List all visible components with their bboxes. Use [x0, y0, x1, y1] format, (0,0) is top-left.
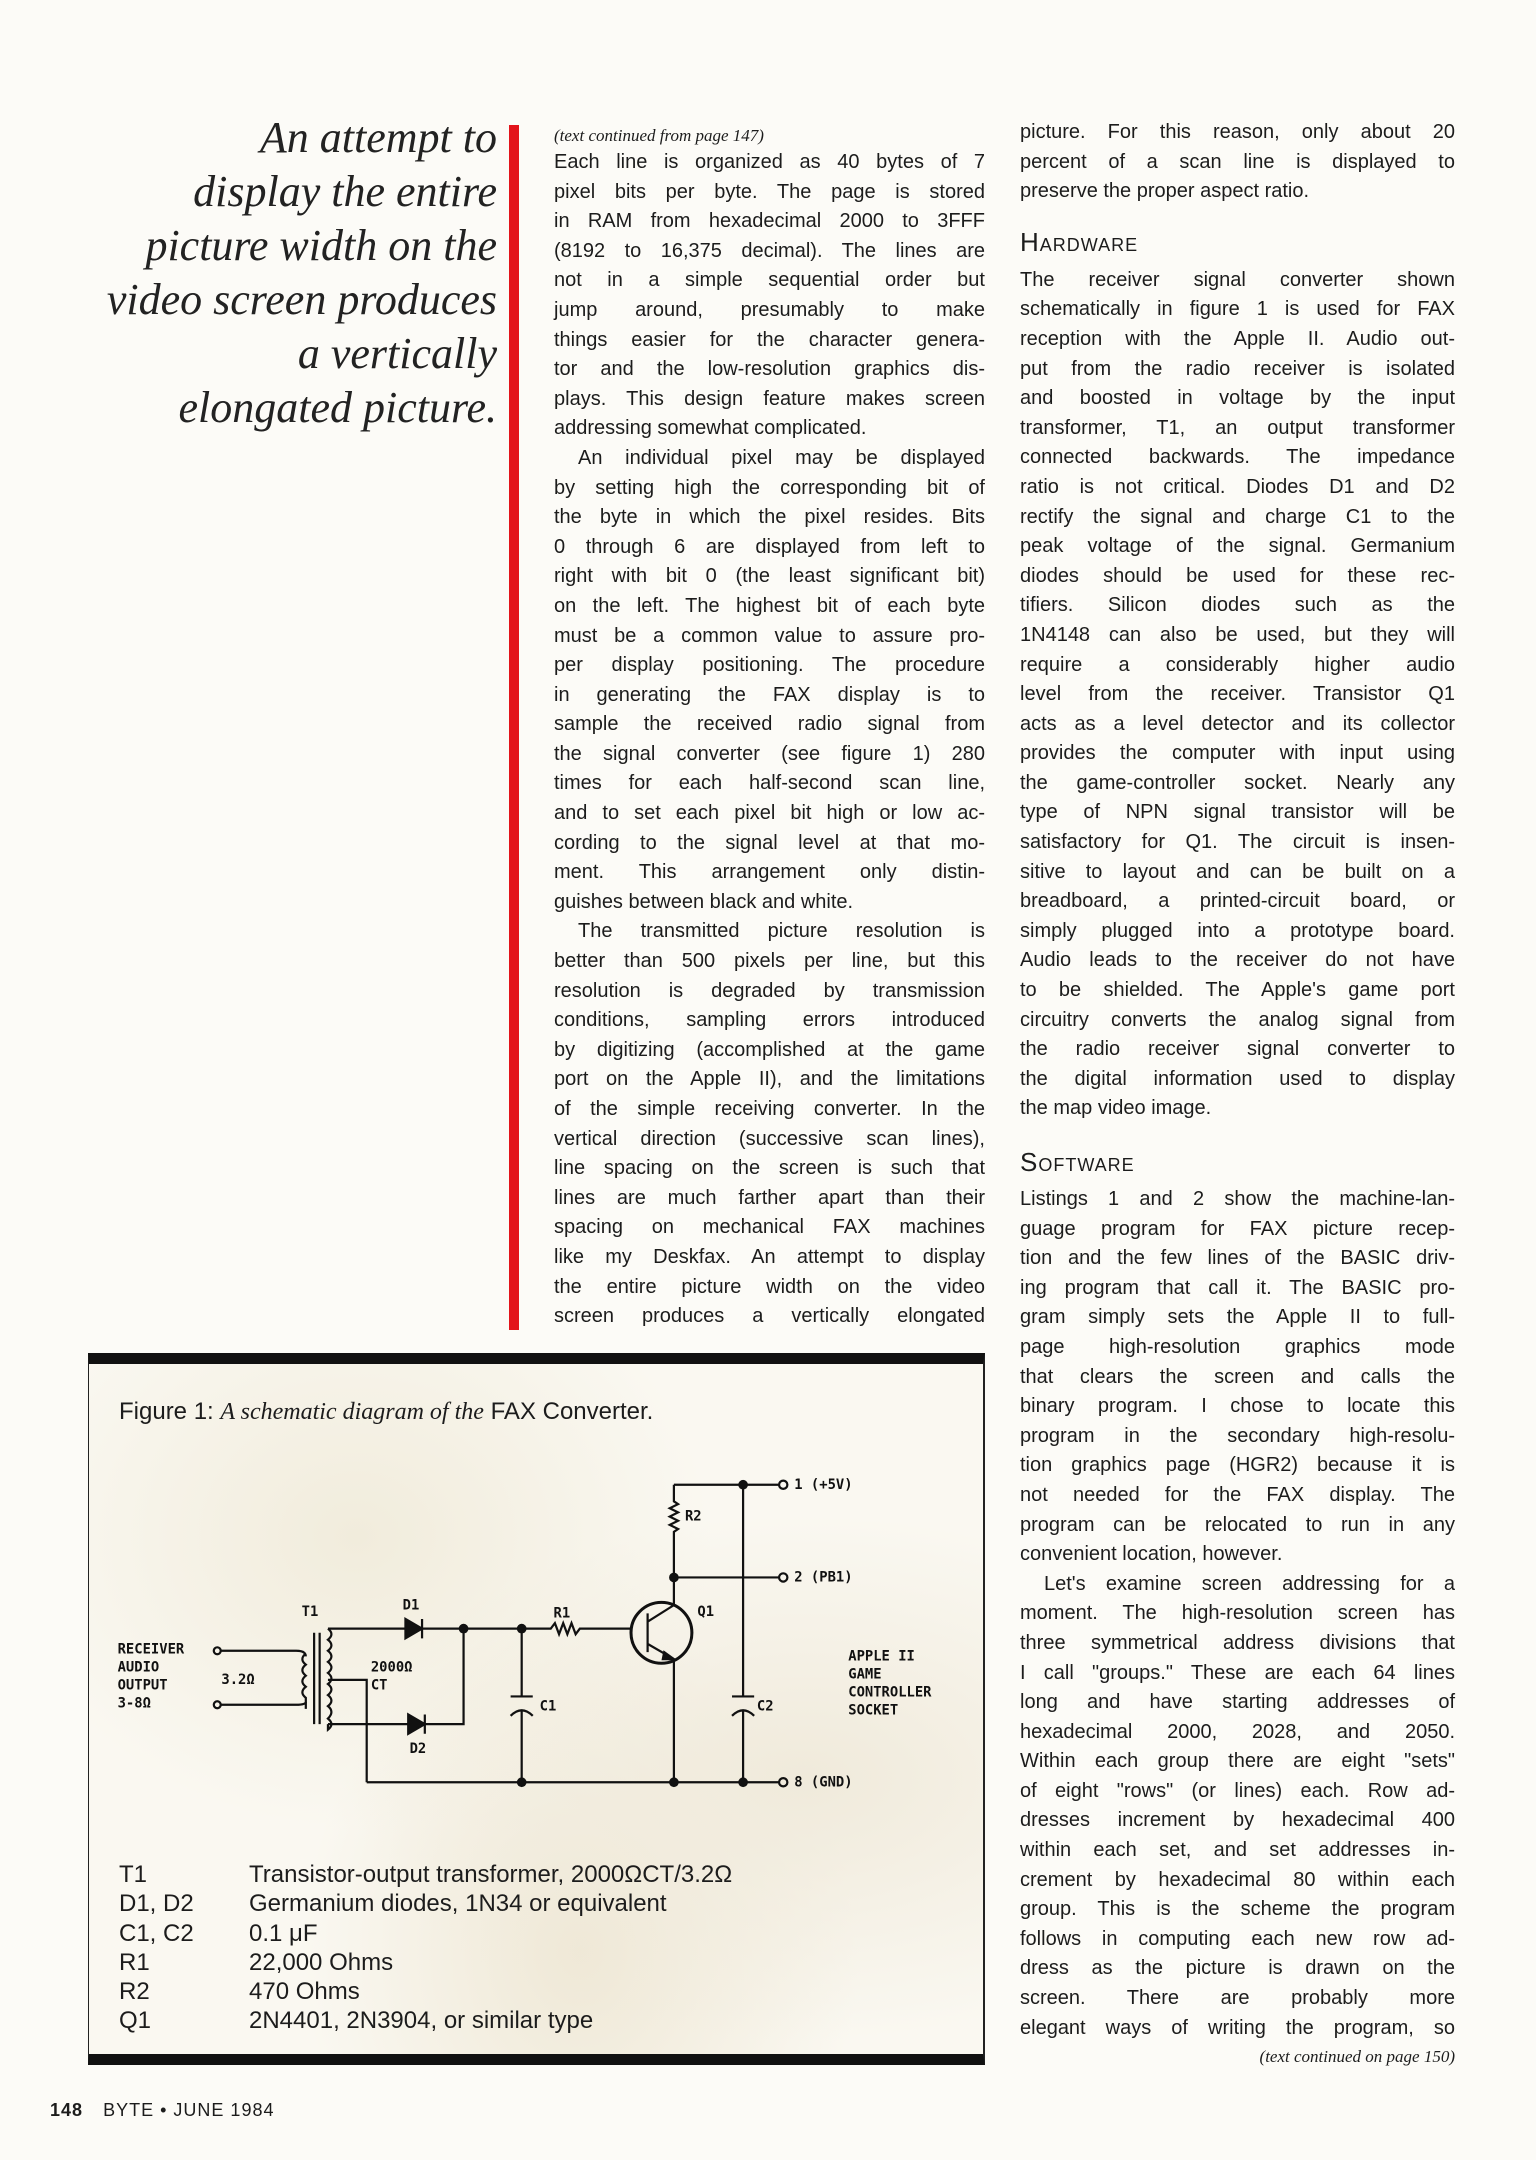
text-line: crement by hexadecimal 80 within each: [1020, 1868, 1455, 1891]
text-line: diodes should be used for these rec-: [1020, 564, 1455, 587]
text-line: Each line is organized as 40 bytes of 7: [554, 151, 985, 173]
pull-quote-line: picture width on the: [145, 221, 497, 270]
accent-bar: [509, 125, 519, 1330]
part-desc: 0.1 μF: [249, 1919, 318, 1947]
text-line: conditions, sampling errors introduced: [554, 1009, 985, 1032]
ohm2000-label: 2000Ω: [370, 1659, 413, 1676]
text-line: like my Deskfax. An attempt to display: [554, 1245, 985, 1268]
text-line: the digital information used to display: [1020, 1067, 1455, 1090]
text-line: guage program for FAX picture recep-: [1020, 1217, 1455, 1240]
text-line: The transmitted picture resolution is: [578, 920, 985, 943]
caption-suffix: FAX Converter.: [490, 1398, 654, 1425]
text-line: by setting high the corresponding bit of: [554, 476, 985, 499]
socket-label: SOCKET: [848, 1702, 899, 1719]
page-footer: [50, 2100, 274, 2121]
text-line: right with bit 0 (the least significant bit): [554, 565, 985, 588]
text-line: The receiver signal converter shown: [1020, 268, 1455, 291]
part-ref: R2: [119, 1978, 150, 2006]
continued-from-note: (text continued from page 147): [554, 126, 764, 145]
text-line: sample the received radio signal from: [554, 713, 985, 736]
text-line: program in the secondary high-resolu-: [1020, 1424, 1455, 1447]
text-line: level from the receiver. Transistor Q1: [1020, 683, 1455, 706]
text-line: Listings 1 and 2 show the machine-lan-: [1020, 1188, 1455, 1210]
pin1-label: 1 (+5V): [794, 1476, 853, 1493]
text-line: ment. This arrangement only distin-: [554, 861, 985, 884]
continued-on-note: (text continued on page 150): [1259, 2047, 1455, 2067]
pull-quote-line: elongated picture.: [178, 383, 497, 432]
text-line: elegant ways of writing the program, so: [1020, 2016, 1455, 2039]
page-number: 148: [50, 2100, 84, 2120]
part-ref: C1, C2: [119, 1919, 194, 1947]
part-desc: Germanium diodes, 1N34 or equivalent: [249, 1890, 667, 1918]
text-line: preserve the proper aspect ratio.: [1020, 180, 1310, 203]
text-line: tion and the few lines of the BASIC driv-: [1020, 1247, 1455, 1270]
section-heading: Hardware: [1020, 226, 1139, 257]
text-line: line spacing on the screen is such that: [554, 1157, 985, 1180]
receiver-label: AUDIO: [117, 1659, 160, 1676]
ohm32-label: 3.2Ω: [221, 1671, 255, 1688]
issue-date: JUNE 1984: [173, 2100, 275, 2120]
text-line: page high-resolution graphics mode: [1020, 1335, 1455, 1358]
text-line: the game-controller socket. Nearly any: [1020, 771, 1455, 794]
c1-label: C1: [539, 1698, 557, 1715]
t1-label: T1: [301, 1604, 319, 1621]
text-line: percent of a scan line is displayed to: [1020, 150, 1455, 173]
text-line: better than 500 pixels per line, but this: [554, 950, 985, 973]
text-line: plays. This design feature makes screen: [554, 387, 985, 410]
receiver-label: OUTPUT: [117, 1677, 168, 1694]
section-heading: Software: [1020, 1147, 1135, 1177]
text-line: times for each half-second scan line,: [554, 772, 985, 795]
text-line: things easier for the character genera-: [554, 328, 985, 351]
part-ref: T1: [119, 1861, 148, 1888]
socket-label: CONTROLLER: [848, 1684, 932, 1701]
receiver-label: RECEIVER: [117, 1641, 185, 1658]
parts-list: [119, 1860, 732, 2036]
text-line: type of NPN signal transistor will be: [1020, 801, 1455, 824]
text-line: ing program that call it. The BASIC pro-: [1020, 1276, 1455, 1299]
pull-quote-line: video screen produces: [106, 275, 497, 324]
text-line: Let's examine screen addressing for a: [1044, 1572, 1455, 1595]
part-desc: 2N4401, 2N3904, or similar type: [249, 2007, 594, 2035]
pin8-label: 8 (GND): [794, 1774, 853, 1791]
text-line: transformer, T1, an output transformer: [1020, 416, 1455, 439]
text-line: picture. For this reason, only about 20: [1020, 121, 1455, 143]
text-line: moment. The high-resolution screen has: [1020, 1602, 1455, 1625]
text-line: jump around, presumably to make: [554, 298, 985, 321]
text-line: to be shielded. The Apple's game port: [1020, 979, 1455, 1002]
parts-row: [119, 1977, 732, 2006]
text-line: An individual pixel may be displayed: [578, 446, 985, 469]
text-line: the signal converter (see figure 1) 280: [554, 742, 985, 765]
text-line: sitive to layout and can be built on a: [1020, 860, 1455, 883]
text-line: pixel bits per byte. The page is stored: [554, 180, 985, 203]
text-line: and boosted in voltage by the input: [1020, 387, 1455, 410]
part-ref: D1, D2: [119, 1890, 194, 1918]
text-line: dresses increment by hexadecimal 400: [1020, 1809, 1455, 1832]
caption-prefix: Figure 1:: [119, 1398, 214, 1425]
text-line: the byte in which the pixel resides. Bits: [554, 506, 985, 529]
r1-label: R1: [553, 1605, 571, 1622]
article-column-right: [1020, 118, 1455, 2071]
text-line: schematically in figure 1 is used for FAX: [1020, 298, 1455, 321]
figure-1: [88, 1353, 985, 2065]
text-line: reception with the Apple II. Audio out-: [1020, 327, 1455, 350]
socket-label: APPLE II: [848, 1648, 915, 1665]
c2-label: C2: [756, 1698, 774, 1715]
text-line: Audio leads to the receiver do not have: [1020, 949, 1455, 972]
text-line: rectify the signal and charge C1 to the: [1020, 505, 1455, 528]
parts-row: [119, 1948, 732, 1977]
text-line: simply plugged into a prototype board.: [1020, 919, 1455, 942]
pull-quote-line: display the entire: [193, 167, 497, 216]
text-line: breadboard, a printed-circuit board, or: [1020, 890, 1455, 913]
text-line: lines are much farther apart than their: [554, 1186, 985, 1209]
text-line: by digitizing (accomplished at the game: [554, 1038, 985, 1061]
text-line: on the left. The highest bit of each byte: [554, 594, 985, 617]
parts-row: [119, 1919, 732, 1948]
caption-italic: A schematic diagram of the: [220, 1399, 484, 1425]
text-line: dress as the picture is drawn on the: [1020, 1957, 1455, 1980]
text-line: 0 through 6 are displayed from left to: [554, 535, 985, 558]
text-line: peak voltage of the signal. Germanium: [1020, 535, 1455, 558]
part-desc: 470 Ohms: [249, 1978, 360, 2006]
text-line: acts as a level detector and its collector: [1020, 712, 1455, 735]
figure-caption: [119, 1398, 653, 1426]
q1-label: Q1: [697, 1604, 715, 1621]
text-line: require a considerably higher audio: [1020, 653, 1455, 676]
text-line: I call "groups." These are each 64 lines: [1020, 1661, 1455, 1684]
ct-label: CT: [370, 1677, 388, 1694]
text-line: screen produces a vertically elongated: [554, 1305, 985, 1328]
text-line: vertical direction (successive scan lines),: [554, 1127, 985, 1150]
part-ref: R1: [119, 1948, 150, 1976]
text-line: long and have starting addresses of: [1020, 1691, 1455, 1714]
text-line: program can be relocated to run in any: [1020, 1513, 1455, 1536]
magazine-name: BYTE: [103, 2100, 155, 2120]
parts-row: [119, 2006, 732, 2035]
text-line: satisfactory for Q1. The circuit is insen-: [1020, 831, 1455, 854]
socket-label: GAME: [848, 1666, 882, 1683]
d2-label: D2: [409, 1741, 427, 1758]
text-line: tifiers. Silicon diodes such as the: [1020, 594, 1455, 617]
pull-quote-line: a vertically: [297, 329, 497, 378]
text-line: the entire picture width on the video: [554, 1275, 985, 1298]
text-line: not needed for the FAX display. The: [1020, 1483, 1455, 1506]
text-line: Within each group there are eight "sets": [1020, 1750, 1455, 1773]
pull-quote: [60, 111, 497, 435]
part-desc: Transistor-output transformer, 2000ΩCT/3.2Ω: [249, 1861, 733, 1888]
text-line: three symmetrical address divisions that: [1020, 1631, 1455, 1654]
text-line: in generating the FAX display is to: [554, 683, 985, 706]
text-line: follows in computing each new row ad-: [1020, 1927, 1455, 1950]
text-line: resolution is degraded by transmission: [554, 979, 985, 1002]
d1-label: D1: [402, 1597, 420, 1614]
receiver-label: 3-8Ω: [117, 1695, 151, 1712]
text-line: and to set each pixel bit high or low ac-: [554, 802, 985, 825]
text-line: must be a common value to assure pro-: [554, 624, 985, 647]
text-line: per display positioning. The procedure: [554, 654, 985, 677]
pull-quote-line: An attempt to: [259, 113, 497, 162]
text-line: (8192 to 16,375 decimal). The lines are: [554, 239, 985, 262]
text-line: ratio is not critical. Diodes D1 and D2: [1020, 475, 1455, 498]
text-line: guishes between black and white.: [554, 890, 854, 913]
part-ref: Q1: [119, 2007, 152, 2035]
text-line: the map video image.: [1020, 1097, 1212, 1120]
parts-row: [119, 1860, 732, 1889]
text-line: port on the Apple II), and the limitations: [554, 1068, 985, 1091]
text-line: cording to the signal level at that mo-: [554, 831, 985, 854]
text-line: the radio receiver signal converter to: [1020, 1038, 1455, 1061]
article-column-middle: [554, 124, 985, 1332]
text-line: not in a simple sequential order but: [554, 269, 985, 292]
text-line: circuitry converts the analog signal from: [1020, 1008, 1455, 1031]
text-line: binary program. I chose to locate this: [1020, 1395, 1455, 1418]
text-line: connected backwards. The impedance: [1020, 446, 1455, 469]
text-line: within each set, and set addresses in-: [1020, 1839, 1455, 1862]
part-desc: 22,000 Ohms: [249, 1948, 394, 1976]
text-line: gram simply sets the Apple II to full-: [1020, 1306, 1455, 1329]
parts-row: [119, 1889, 732, 1918]
text-line: addressing somewhat complicated.: [554, 417, 867, 440]
text-line: that clears the screen and calls the: [1020, 1365, 1455, 1388]
text-line: provides the computer with input using: [1020, 742, 1455, 765]
text-line: tor and the low-resolution graphics dis-: [554, 358, 985, 381]
text-line: screen. There are probably more: [1020, 1987, 1455, 2010]
text-line: of the simple receiving converter. In the: [554, 1098, 985, 1120]
text-line: tion graphics page (HGR2) because it is: [1020, 1454, 1455, 1477]
text-line: hexadecimal 2000, 2028, and 2050.: [1020, 1720, 1455, 1743]
text-line: put from the radio receiver is isolated: [1020, 357, 1455, 380]
text-line: of eight "rows" (or lines) each. Row ad-: [1020, 1779, 1455, 1802]
text-line: convenient location, however.: [1020, 1543, 1283, 1566]
text-line: in RAM from hexadecimal 2000 to 3FFF: [554, 210, 985, 233]
text-line: spacing on mechanical FAX machines: [554, 1216, 985, 1239]
pin2-label: 2 (PB1): [794, 1569, 853, 1586]
footer-separator: •: [160, 2100, 168, 2120]
text-line: 1N4148 can also be used, but they will: [1020, 623, 1455, 646]
text-line: group. This is the scheme the program: [1020, 1898, 1455, 1921]
r2-label: R2: [684, 1508, 702, 1525]
